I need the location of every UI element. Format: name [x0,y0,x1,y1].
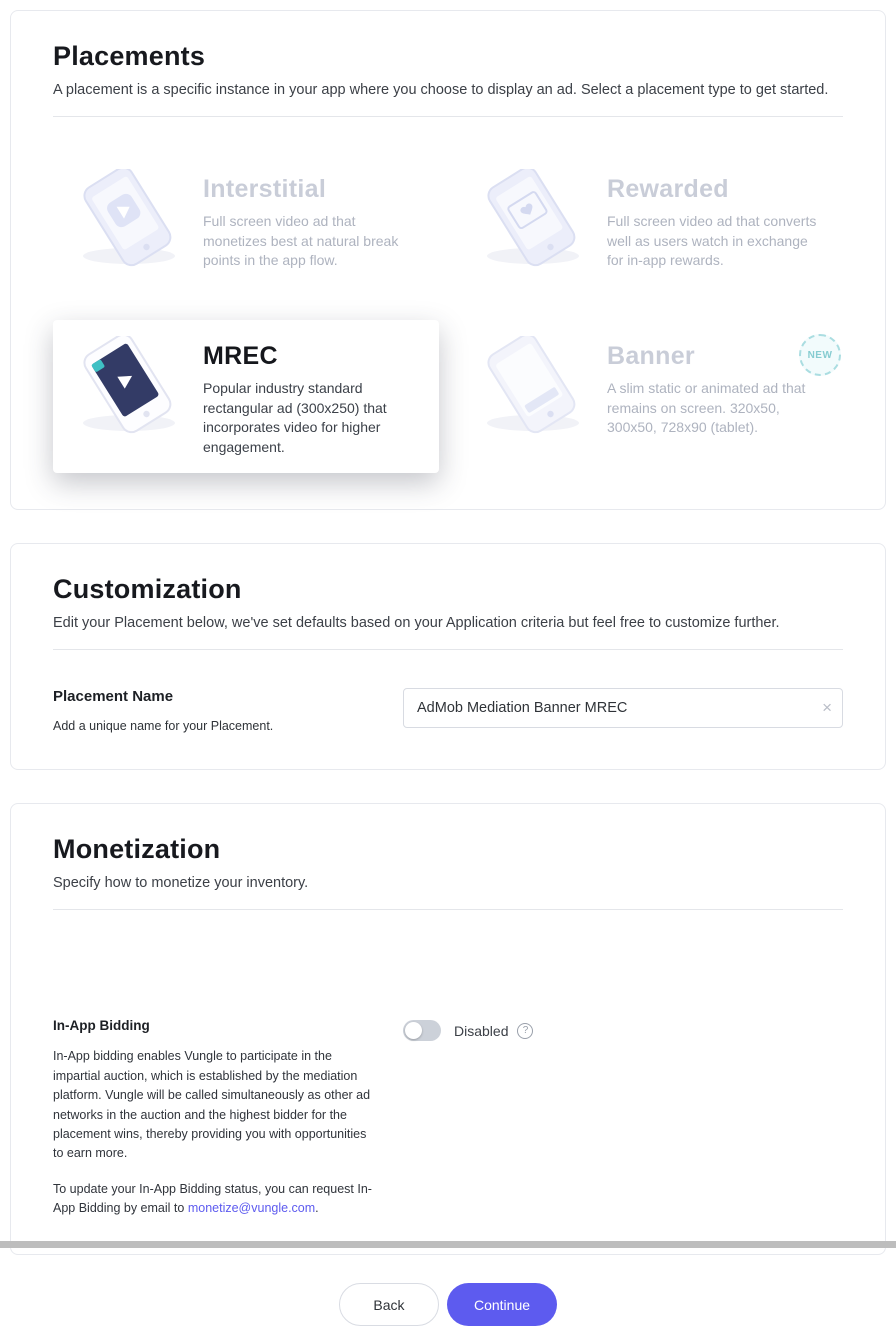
customization-divider [53,649,843,650]
rewarded-title: Rewarded [607,175,729,203]
in-app-bidding-row [53,1018,843,1218]
in-app-bidding-note-prefix: To update your In-App Bidding status, you can request In-App Bidding by email to [53,1181,372,1215]
in-app-bidding-status: Disabled [454,1022,509,1039]
monetization-title: Monetization [53,834,221,865]
in-app-bidding-info [53,1018,403,1218]
placements-card [10,10,886,510]
monetize-email-link[interactable]: monetize@vungle.com [187,1201,316,1215]
placements-subtitle: A placement is a specific instance in your app where you choose to display an ad. Select a placement type to get started. [53,82,829,98]
interstitial-text [203,169,421,271]
interstitial-phone-icon [71,169,203,274]
in-app-bidding-toggle[interactable] [403,1020,441,1041]
placement-name-input[interactable] [403,688,843,728]
banner-phone-icon [475,336,607,441]
placement-type-grid [53,153,843,473]
banner-text [607,336,825,438]
interstitial-title: Interstitial [203,175,327,203]
continue-button[interactable]: Continue [447,1283,557,1326]
footer-actions [0,1283,896,1326]
mrec-description: Popular industry standard rectangular ad (300x250) that incorporates video for higher engagement. [203,380,387,455]
interstitial-description: Full screen video ad that monetizes best at natural break points in the app flow. [203,213,399,269]
in-app-bidding-description: In-App bidding enables Vungle to participate in the impartial auction, which is established by the mediation platform. Vungle will be called simultaneously as other ad networks in the auction and the highest bidder for the placement wins, thereby providing you with opportunities to earn more. [53,1049,371,1161]
monetization-subtitle: Specify how to monetize your inventory. [53,875,309,892]
placement-type-interstitial[interactable] [53,153,439,290]
placement-type-rewarded[interactable] [457,153,843,290]
banner-description: A slim static or animated ad that remains on screen. 320x50, 300x50, 728x90 (tablet). [607,380,806,436]
placement-name-help: Add a unique name for your Placement. [53,719,274,734]
help-icon[interactable]: ? [517,1023,533,1039]
placement-name-input-wrap [403,688,843,728]
monetization-card [10,803,886,1255]
customization-card [10,543,886,770]
mrec-text [203,336,421,457]
placement-name-labels [53,688,403,733]
placements-divider [53,116,843,117]
in-app-bidding-note-suffix: . [315,1201,319,1215]
rewarded-text [607,169,825,271]
monetization-divider [53,909,843,910]
viewport-bottom-edge [0,1241,896,1248]
clear-input-icon[interactable]: × [822,698,832,718]
banner-title: Banner [607,342,695,370]
in-app-bidding-controls [403,1018,533,1041]
toggle-knob [405,1022,422,1039]
back-button[interactable]: Back [339,1283,439,1326]
mrec-title: MREC [203,342,278,370]
in-app-bidding-label: In-App Bidding [53,1018,150,1034]
placement-name-label: Placement Name [53,688,174,706]
customization-title: Customization [53,574,242,605]
mrec-phone-icon [71,336,203,441]
page [0,10,896,1326]
customization-subtitle: Edit your Placement below, we've set defaults based on your Application criteria but feel free to customize further. [53,615,780,632]
rewarded-description: Full screen video ad that converts well as users watch in exchange for in-app rewards. [607,213,817,269]
placement-name-row [53,688,843,733]
in-app-bidding-note [53,1180,373,1219]
rewarded-phone-icon [475,169,607,274]
placements-title: Placements [53,41,206,71]
placement-type-banner[interactable] [457,320,843,473]
placement-type-mrec[interactable] [53,320,439,473]
new-badge: NEW [799,334,841,376]
